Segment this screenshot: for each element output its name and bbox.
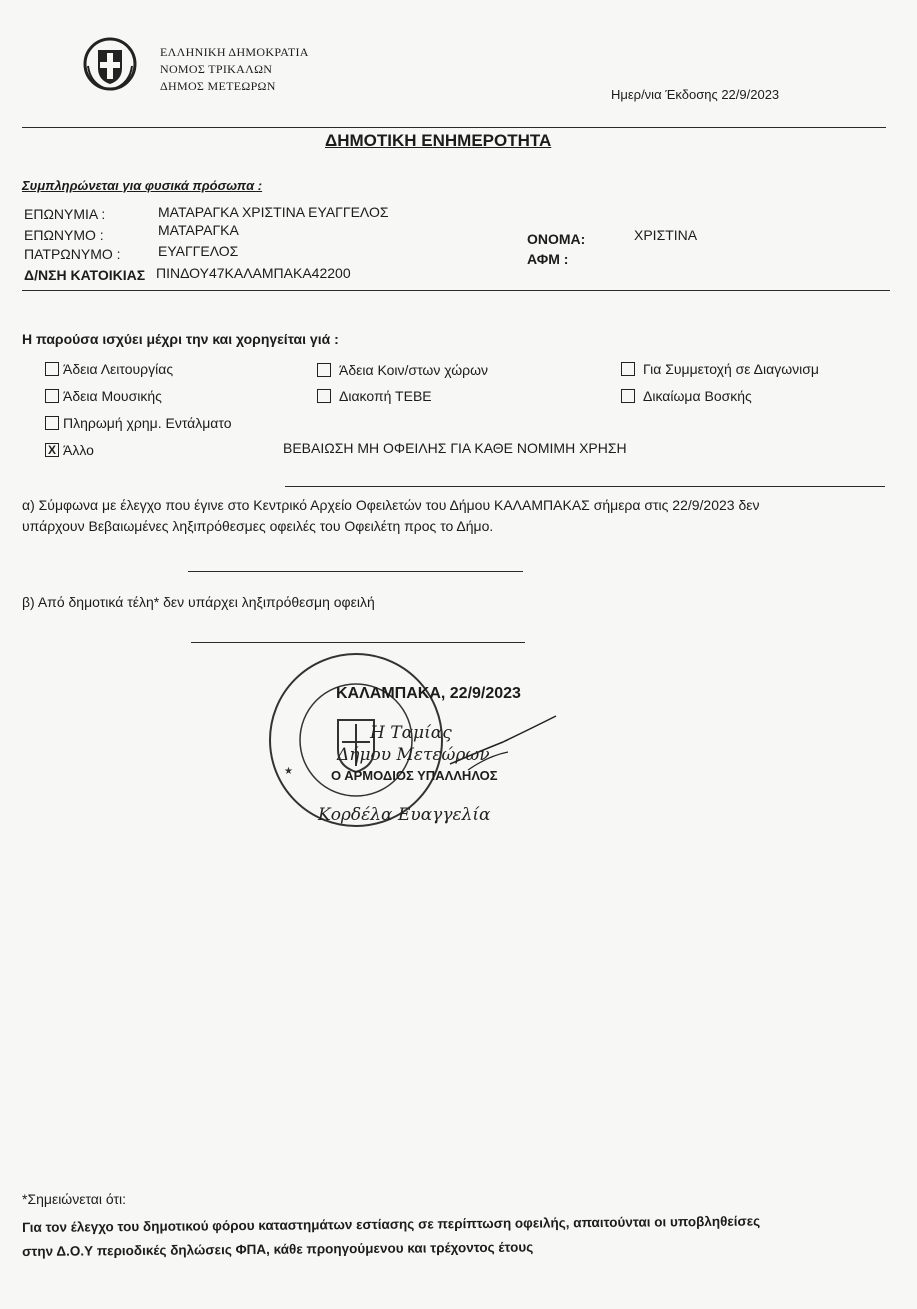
issue-date: Ημερ/νια Έκδοσης 22/9/2023: [611, 87, 780, 102]
checkbox-icon[interactable]: [621, 362, 635, 376]
option-adeia-mousikis[interactable]: [45, 388, 162, 404]
eponymo-value: ΜΑΤΑΡΑΓΚΑ: [158, 222, 239, 238]
checkbox-checked-icon[interactable]: X: [45, 443, 59, 457]
option-adeia-koinochriston[interactable]: [317, 362, 488, 378]
header-municipality: ΔΗΜΟΣ ΜΕΤΕΩΡΩΝ: [160, 79, 276, 93]
checkbox-icon[interactable]: [45, 389, 59, 403]
option-label: Δικαίωμα Βοσκής: [643, 388, 752, 404]
option-symmetoxi[interactable]: [621, 361, 859, 377]
page-title: ΔΗΜΟΤΙΚΗ ΕΝΗΜΕΡΟΤΗΤΑ: [325, 131, 552, 150]
statement-b: β) Από δημοτικά τέλη* δεν υπάρχει ληξιπρόθεσμη οφειλή: [22, 594, 375, 610]
divider: [188, 571, 523, 572]
checkbox-icon[interactable]: [45, 362, 59, 376]
address-label: Δ/ΝΣΗ ΚΑΤΟΙΚΙΑΣ: [24, 267, 146, 283]
section-label: Συμπληρώνεται για φυσικά πρόσωπα :: [22, 178, 263, 193]
signature-officer: Ο ΑΡΜΟΔΙΟΣ ΥΠΑΛΛΗΛΟΣ: [331, 768, 498, 783]
option-diakopi-tebe[interactable]: [317, 388, 432, 404]
eponymo-label: ΕΠΩΝΥΜΟ :: [24, 227, 104, 243]
signature-role-1: Η Ταμίας: [370, 723, 452, 743]
checkbox-icon[interactable]: [317, 363, 331, 377]
option-label: Διακοπή ΤΕΒΕ: [339, 388, 432, 404]
signature-scribble: [448, 712, 558, 772]
onoma-value: ΧΡΙΣΤΙΝΑ: [634, 227, 698, 243]
divider: [22, 290, 890, 291]
allo-value: ΒΕΒΑΙΩΣΗ ΜΗ ΟΦΕΙΛΗΣ ΓΙΑ ΚΑΘΕ ΝΟΜΙΜΗ ΧΡΗΣΗ: [283, 440, 627, 456]
divider: [191, 642, 525, 643]
afm-label: ΑΦΜ :: [527, 251, 569, 267]
checkbox-icon[interactable]: [317, 389, 331, 403]
greek-coat-of-arms-icon: [82, 36, 138, 92]
header-prefecture: ΝΟΜΟΣ ΤΡΙΚΑΛΩΝ: [160, 62, 273, 76]
divider: [22, 127, 886, 128]
header-republic: ΕΛΛΗΝΙΚΗ ΔΗΜΟΚΡΑΤΙΑ: [160, 45, 309, 59]
option-allo[interactable]: [45, 442, 94, 458]
signature-place-date: ΚΑΛΑΜΠΑΚΑ, 22/9/2023: [336, 685, 521, 702]
note-title: *Σημειώνεται ότι:: [22, 1191, 127, 1207]
onoma-label: ΟΝΟΜΑ:: [527, 231, 586, 247]
option-adeia-leitourgias[interactable]: [45, 361, 173, 377]
eponymia-value: ΜΑΤΑΡΑΓΚΑ ΧΡΙΣΤΙΝΑ ΕΥΑΓΓΕΛΟΣ: [158, 204, 389, 220]
option-dikaioma-voskis[interactable]: [621, 388, 752, 404]
eponymia-label: ΕΠΩΝΥΜΙΑ :: [24, 206, 106, 222]
statement-a-line1: α) Σύμφωνα με έλεγχο που έγινε στο Κεντρικό Αρχείο Οφειλετών του Δήμου ΚΑΛΑΜΠΑΚΑΣ σήμερα στις 22/9/2023 δεν: [22, 497, 760, 513]
address-value: ΠΙΝΔΟΥ47ΚΑΛΑΜΠΑΚΑ42200: [156, 265, 351, 281]
option-label: Άδεια Λειτουργίας: [63, 361, 174, 377]
divider: [285, 486, 885, 487]
patronymo-label: ΠΑΤΡΩΝΥΜΟ :: [24, 246, 121, 262]
signature-name: Κορδέλα Ευαγγελία: [318, 805, 491, 825]
patronymo-value: ΕΥΑΓΓΕΛΟΣ: [158, 243, 239, 259]
validity-text: Η παρούσα ισχύει μέχρι την και χορηγείται γιά :: [22, 331, 339, 347]
option-pliromi[interactable]: [45, 415, 232, 431]
option-label: Πληρωμή χρημ. Εντάλματο: [63, 415, 232, 431]
option-label: Άλλο: [63, 442, 94, 458]
checkbox-icon[interactable]: [45, 416, 59, 430]
option-label: Άδεια Κοιν/στων χώρων: [339, 362, 489, 378]
option-label: Για Συμμετοχή σε Διαγωνισμ: [643, 361, 819, 377]
option-label: Άδεια Μουσικής: [63, 388, 162, 404]
signature-role-2: Δήμου Μετεώρων: [337, 745, 490, 765]
note-line2: στην Δ.Ο.Υ περιοδικές δηλώσεις ΦΠΑ, κάθε προηγούμενου και τρέχοντος έτους: [22, 1239, 534, 1259]
note-line1: Για τον έλεγχο του δημοτικού φόρου καταστημάτων εστίασης σε περίπτωση οφειλής, απαιτούνται οι υποβληθείσες: [22, 1213, 761, 1235]
statement-a-line2: υπάρχουν Βεβαιωμένες ληξιπρόθεσμες οφειλές του Οφειλέτη προς το Δήμο.: [22, 518, 494, 534]
svg-text:★: ★: [284, 766, 293, 777]
checkbox-icon[interactable]: [621, 389, 635, 403]
